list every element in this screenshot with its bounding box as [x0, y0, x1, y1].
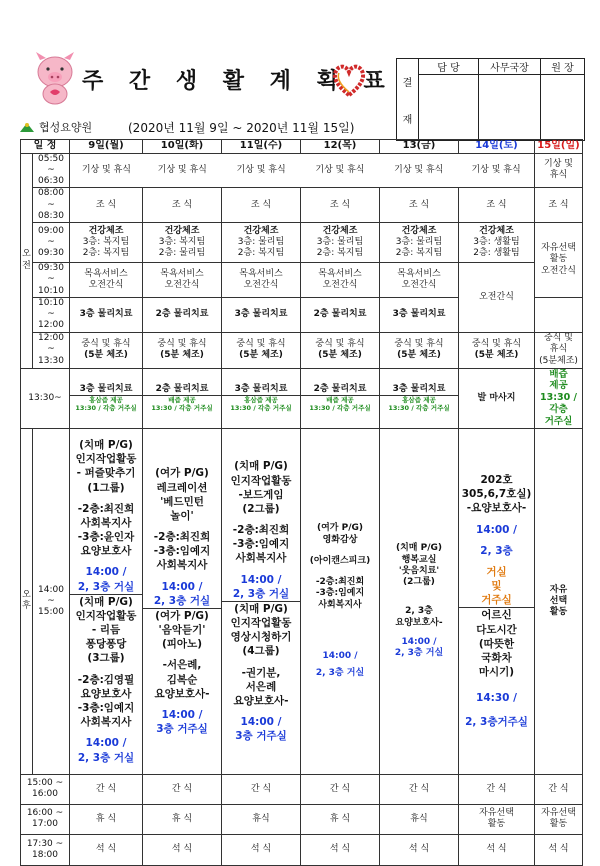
row-bath	[21, 263, 583, 298]
row-breakfast	[21, 188, 583, 223]
pt-pm-mon: 3층 물리치료 홍삼즙 제공 13:30 / 각층 거주실	[70, 368, 143, 428]
program-wed	[222, 428, 301, 774]
program-tue	[143, 428, 222, 774]
rest-tue: 휴 식	[143, 804, 222, 834]
wake-cell: 기상 및 휴식 기상 및 휴식 기상 및 휴식 기상 및 휴식 기상 및 휴식 기상 및 휴식	[70, 153, 535, 188]
pt-sun	[535, 297, 583, 332]
snack-fri: 간 식	[380, 774, 459, 804]
bath-tue: 목욕서비스 오전간식	[143, 263, 222, 298]
approval-col-office-head: 사무국장	[479, 59, 541, 75]
snack-thu: 간 식	[301, 774, 380, 804]
snack-sat: 간 식	[459, 774, 535, 804]
dinner-thu: 석 식	[301, 834, 380, 865]
org-name: 협성요양원	[39, 121, 93, 134]
pt-thu: 2층 물리치료	[301, 297, 380, 332]
program-mon-a: (치매 P/G) 인지작업활동 - 퍼즐맞추기 (1그룹) -2층:최진희 사회복지사 -3층:윤인자 요양보호사 14:00 / 2, 3층 거실	[75, 439, 137, 593]
pt-pm-fri: 3층 물리치료 홍삼즙 제공 13:30 / 각층 거주실	[380, 368, 459, 428]
time-cell: 09:00 ~ 09:30	[33, 223, 70, 263]
pt-tue: 2층 물리치료	[143, 297, 222, 332]
approval-sign-director[interactable]	[541, 75, 585, 141]
program-mon-b: (치매 P/G) 인지작업활동 - 리듬 퐁당퐁당 (3그룹) -2층:김영필 요양보호사 -3층:임예지 사회복지사 14:00 / 2, 3층 거실	[70, 594, 142, 765]
breakfast-wed: 조 식	[222, 188, 301, 223]
bath-wed: 목욕서비스 오전간식	[222, 263, 301, 298]
page-title: 주 간 생 활 계 획 표	[82, 69, 394, 94]
distrib-sun: 배즙 제공 13:30 / 각층 거주실	[535, 368, 583, 428]
pt-wed: 3층 물리치료	[222, 297, 301, 332]
lunch-fri: 중식 및 휴식 (5분 체조)	[380, 332, 459, 368]
sun-free-am: 자유선택 활동 오전간식	[535, 223, 583, 298]
document-header	[0, 0, 600, 140]
snack-mon: 간 식	[70, 774, 143, 804]
time-cell: 17:30 ~ 18:00	[21, 834, 70, 865]
schedule-period: (2020년 11월 9일 ~ 2020년 11월 15일)	[128, 121, 355, 135]
col-schedule: 일 정	[21, 140, 70, 154]
exercise-wed: 건강체조 3층: 물리팀 2층: 복지팀	[222, 223, 301, 263]
snack-tue: 간 식	[143, 774, 222, 804]
row-dinner	[21, 834, 583, 865]
org-logo-icon	[18, 120, 36, 134]
bath-fri: 목욕서비스 오전간식	[380, 263, 459, 298]
lunch-tue: 중식 및 휴식 (5분 체조)	[143, 332, 222, 368]
dinner-fri: 석 식	[380, 834, 459, 865]
heart-wreath-icon	[332, 62, 366, 98]
bath-thu: 목욕서비스 오전간식	[301, 263, 380, 298]
program-sat	[459, 428, 535, 774]
rest-mon: 휴 식	[70, 804, 143, 834]
rest-fri: 휴식	[380, 804, 459, 834]
time-cell: 05:50 ~ 06:30	[33, 153, 70, 188]
program-tue-b: (여가 P/G) '음악듣기' (피아노) -서은례, 김복순 요양보호사- 14:00 / 3층 거주실	[143, 608, 221, 736]
dinner-mon: 석 식	[70, 834, 143, 865]
rest-wed: 휴식	[222, 804, 301, 834]
time-cell: 12:00 ~ 13:30	[33, 332, 70, 368]
breakfast-mon: 조 식	[70, 188, 143, 223]
row-wake	[21, 153, 583, 188]
time-cell: 10:10 ~ 12:00	[33, 297, 70, 332]
dinner-wed: 석 식	[222, 834, 301, 865]
pt-pm-thu: 2층 물리치료 배즙 제공 13:30 / 각층 거주실	[301, 368, 380, 428]
free-sat: 자유선택 활동	[459, 804, 535, 834]
program-sun: 자유 선택 활동	[535, 428, 583, 774]
breakfast-sun: 조 식	[535, 188, 583, 223]
program-wed-b: (치매 P/G) 인지작업활동 영상시청하기 (4그룹) -권기분, 서은례 요양보호사- 14:00 / 3층 거주실	[222, 601, 300, 744]
exercise-mon: 건강체조 3층: 복지팀 2층: 복지팀	[70, 223, 143, 263]
time-cell: 13:30~	[21, 368, 70, 428]
program-thu: (여가 P/G) 영화감상 (아이캔스피크) -2층:최진희 -3층:임예지 사회복지사 14:00 / 2, 3층 거실	[301, 428, 380, 774]
pt-mon: 3층 물리치료	[70, 297, 143, 332]
exercise-sat: 건강체조 3층: 생활팀 2층: 생활팀	[459, 223, 535, 263]
foot-massage-sat: 발 마사지	[459, 368, 535, 428]
row-1330	[21, 368, 583, 428]
lunch-sun: 중식 및 휴식 (5분체조)	[535, 332, 583, 368]
time-cell: 14:00 ~ 15:00	[33, 428, 70, 774]
row-lunch	[21, 332, 583, 368]
pt-fri: 3층 물리치료	[380, 297, 459, 332]
lunch-mon: 중식 및 휴식 (5분 체조)	[70, 332, 143, 368]
approval-box	[396, 58, 585, 141]
row-exercise	[21, 223, 583, 263]
pig-mascot-icon	[30, 50, 80, 106]
approval-sign-office-head[interactable]	[479, 75, 541, 141]
time-cell: 08:00 ~ 08:30	[33, 188, 70, 223]
time-cell: 15:00 ~ 16:00	[21, 774, 70, 804]
program-fri: (치매 P/G) 행복교실 '웃음치료' (2그룹) 2, 3층 요양보호사- 14:00 / 2, 3층 거실	[380, 428, 459, 774]
lunch-sat: 중식 및 휴식 (5분 체조)	[459, 332, 535, 368]
exercise-fri: 건강체조 3층: 물리팀 2층: 복지팀	[380, 223, 459, 263]
breakfast-fri: 조 식	[380, 188, 459, 223]
row-programs	[21, 428, 583, 774]
period-am: 오 전	[21, 153, 33, 368]
program-wed-a: (치매 P/G) 인지작업활동 -보드게임 (2그룹) -2층:최진희 -3층:임예지 사회복지사 14:00 / 2, 3층 거실	[230, 460, 292, 600]
program-tue-a: (여가 P/G) 레크레이션 '베드민턴 놀이' -2층:최진희 -3층:임예지 사회복지사 14:00 / 2, 3층 거실	[153, 467, 211, 607]
snack-sat: 오전간식	[459, 263, 535, 333]
program-mon	[70, 428, 143, 774]
col-sat: 14일(토)	[459, 140, 535, 154]
program-sat-b: 어르신 다도시간 (따뜻한 국화차 마시기) 14:30 / 2, 3층거주실	[459, 607, 534, 729]
col-wed: 11일(수)	[222, 140, 301, 154]
bath-mon: 목욕서비스 오전간식	[70, 263, 143, 298]
snack-sun: 간 식	[535, 774, 583, 804]
dinner-sun: 석 식	[535, 834, 583, 865]
rest-thu: 휴 식	[301, 804, 380, 834]
program-sat-a: 202호 305,6,7호실) -요양보호사- 14:00 / 2, 3층 거실 및 거주실	[461, 474, 532, 607]
approval-col-director: 원 장	[541, 59, 585, 75]
approval-sign-manager[interactable]	[419, 75, 479, 141]
col-fri: 13(금)	[380, 140, 459, 154]
col-thu: 12(목)	[301, 140, 380, 154]
period-pm: 오 후	[21, 428, 33, 774]
col-tue: 10일(화)	[143, 140, 222, 154]
time-cell: 16:00 ~ 17:00	[21, 804, 70, 834]
pt-pm-wed: 3층 물리치료 홍삼즙 제공 13:30 / 각층 거주실	[222, 368, 301, 428]
exercise-tue: 건강체조 3층: 복지팀 2층: 물리팀	[143, 223, 222, 263]
dinner-tue: 석 식	[143, 834, 222, 865]
breakfast-tue: 조 식	[143, 188, 222, 223]
dinner-sat: 석 식	[459, 834, 535, 865]
row-snack-pm	[21, 774, 583, 804]
approval-side-label: 결 재	[397, 59, 419, 141]
time-cell: 09:30 ~ 10:10	[33, 263, 70, 298]
wake-sun: 기상 및 휴식	[535, 153, 583, 188]
col-sun: 15일(일)	[535, 140, 583, 154]
lunch-wed: 중식 및 휴식 (5분 체조)	[222, 332, 301, 368]
breakfast-thu: 조 식	[301, 188, 380, 223]
weekly-schedule-table	[20, 139, 583, 866]
snack-wed: 간 식	[222, 774, 301, 804]
lunch-thu: 중식 및 휴식 (5분 체조)	[301, 332, 380, 368]
col-mon: 9일(월)	[70, 140, 143, 154]
exercise-thu: 건강체조 3층: 물리팀 2층: 복지팀	[301, 223, 380, 263]
free-sun: 자유선택 활동	[535, 804, 583, 834]
pt-pm-tue: 2층 물리치료 배즙 제공 13:30 / 각층 거주실	[143, 368, 222, 428]
breakfast-sat: 조 식	[459, 188, 535, 223]
org-label	[18, 119, 92, 135]
approval-col-manager: 담 당	[419, 59, 479, 75]
header-row	[21, 140, 583, 154]
row-rest	[21, 804, 583, 834]
